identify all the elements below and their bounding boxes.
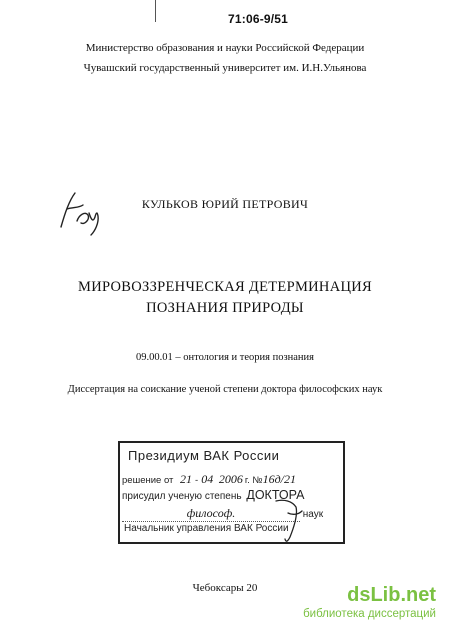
stamp-signatory: Начальник управления ВАК России bbox=[124, 523, 289, 534]
specialty-code: 09.00.01 – онтология и теория познания bbox=[136, 352, 314, 363]
stamp-signature bbox=[270, 493, 310, 545]
stamp-decision: решение от 21 - 04 2006 г. №16д/21 bbox=[122, 472, 297, 486]
stamp-decision-prefix: решение от bbox=[122, 475, 174, 486]
degree-line: Диссертация на соискание ученой степени доктора философских наук bbox=[67, 384, 383, 395]
watermark-tagline: библиотека диссертаций bbox=[303, 608, 436, 620]
university-line: Чувашский государственный университет им. И.Н.Ульянова bbox=[83, 62, 367, 74]
city-year: Чебоксары 20 bbox=[192, 582, 258, 594]
stamp-decision-year: 2006 bbox=[218, 472, 243, 486]
stamp-awarded-degree: ДОКТОРА bbox=[246, 488, 305, 502]
stamp-decision-month: 04 bbox=[201, 472, 214, 486]
dissertation-title-line-1: МИРОВОЗЗРЕНЧЕСКАЯ ДЕТЕРМИНАЦИЯ bbox=[78, 279, 372, 295]
stamp-title: Президиум ВАК России bbox=[128, 448, 280, 463]
author-name: КУЛЬКОВ ЮРИЙ ПЕТРОВИЧ bbox=[141, 197, 309, 211]
dslib-watermark bbox=[303, 585, 436, 620]
watermark-name: dsLib.net bbox=[347, 584, 436, 606]
stamp-field-suffix: наук bbox=[302, 509, 324, 520]
stamp-field-value: философ. bbox=[186, 506, 236, 520]
stamp-awarded-prefix: присудил ученую степень bbox=[122, 491, 242, 502]
stamp-decision-day: 21 bbox=[180, 472, 193, 486]
vak-approval-stamp bbox=[118, 441, 345, 544]
dissertation-title-line-2: ПОЗНАНИЯ ПРИРОДЫ bbox=[146, 300, 304, 316]
stamp-decision-number: 16д/21 bbox=[262, 472, 297, 486]
ministry-line: Министерство образования и науки Российской Федерации bbox=[85, 42, 365, 54]
page-edge-mark bbox=[155, 0, 156, 22]
call-number: 71:06-9/51 bbox=[228, 12, 289, 26]
stamp-decision-year-suffix: г. № bbox=[244, 475, 263, 486]
